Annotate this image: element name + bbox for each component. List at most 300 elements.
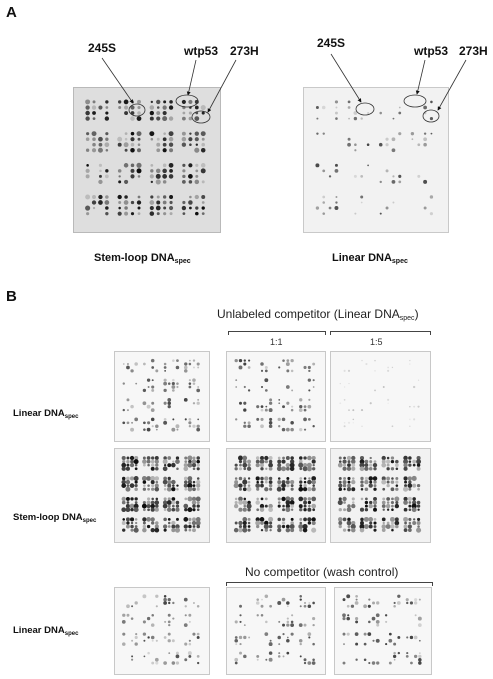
blot-spot [406,652,408,654]
blot-spot [105,169,108,172]
blot-spot [122,620,126,624]
blot-spot [283,655,285,657]
blot-spot [277,636,281,640]
blot-spot [194,116,199,121]
blot-spot [415,614,417,616]
blot-spot [261,599,263,601]
blot-spot [409,425,411,427]
blot-spot [286,428,290,432]
blot-spot [278,643,280,645]
blot-spot [307,466,312,471]
blot-spot [248,360,250,362]
blot-spot [269,658,273,662]
blot-spot [261,605,264,608]
blot-spot [234,639,238,643]
blot-spot [291,484,294,487]
blot-spot [414,636,418,640]
blot-spot [135,464,138,467]
blot-spot [360,508,364,512]
blot-spot [312,508,315,511]
blot-spot [235,498,238,501]
ratio-1-rule [228,331,326,332]
blot-spot [264,476,268,480]
ratio-2-rule [330,331,431,332]
blot-spot [261,529,263,531]
blot-spot [239,460,242,463]
blot-spot [135,501,138,504]
blot-spot [361,498,364,501]
blot-spot [242,480,247,485]
blot-spot [369,501,372,504]
blot-spot [130,497,133,500]
blot-spot [393,652,396,655]
blot-spot [403,500,408,505]
blot-spot [197,504,200,507]
blot-spot [335,201,337,203]
blot-spot [243,362,246,365]
blot-spot [369,463,372,466]
blot-spot [260,521,264,525]
blot-spot [155,500,160,505]
blot-spot [312,517,316,521]
blot-spot [304,409,307,412]
blot-spot [239,636,242,639]
blot-spot [176,429,178,431]
blot-spot [182,169,185,172]
blot-spot [155,521,159,525]
blot-spot [304,605,307,608]
blot-spot [172,639,175,642]
blot-spot [347,456,351,460]
blot-spot [147,484,150,487]
blot-spot [124,111,128,115]
blot-spot [135,636,138,639]
blot-spot [137,131,142,136]
blot-spot [373,500,377,504]
blot-spot [389,662,392,665]
blot-spot [164,370,166,372]
blot-spot [143,428,146,431]
blot-spot [256,508,259,511]
blot-spot [122,521,126,525]
blot-spot [360,528,365,533]
blot-spot [201,105,206,110]
blot-spot [192,500,197,505]
blot-spot [282,359,285,362]
blot-spot [163,601,167,605]
blot-spot [382,504,386,508]
blot-spot [373,476,378,481]
blot-spot [368,599,370,601]
blot-spot [409,508,412,511]
blot-spot [398,112,401,115]
blot-spot [135,633,137,635]
blot-spot [197,402,200,405]
blot-stem-loop-no-competitor-spots [115,449,209,542]
blot-spot [343,528,346,531]
linear-array-spots [304,88,448,232]
blot-spot [163,164,167,168]
blot-spot [339,508,342,511]
blot-spot [430,212,433,215]
blot-spot [130,137,134,141]
blot-spot [182,117,186,121]
blot-spot [307,480,312,485]
blot-spot [193,366,195,368]
blot-spot [303,487,307,491]
blot-spot [390,524,395,529]
blot-spot [344,399,346,401]
blot-spot [394,521,399,526]
blot-spot [147,636,149,638]
blot-spot [369,521,372,524]
blot-spot [282,518,285,521]
blot-spot [247,487,252,492]
blot-spot [197,477,200,480]
blot-spot [126,467,130,471]
stem-loop-caption-main: Stem-loop DNA [94,252,175,264]
blot-spot [268,507,273,512]
blot-spot [189,196,192,199]
blot-spot [413,386,415,388]
blot-spot [299,477,302,480]
row-label-linear-2-main: Linear DNA [13,625,65,636]
blot-spot [196,525,200,529]
blot-spot [184,398,188,402]
blot-spot [398,181,401,184]
blot-spot [311,480,316,485]
blot-spot [391,529,394,532]
blot-spot [239,525,242,528]
blot-spot [248,529,251,532]
blot-spot [282,428,286,432]
blot-spot [261,386,263,388]
blot-spot [365,498,368,501]
blot-spot [417,175,420,178]
blot-spot [269,605,272,608]
blot-spot [192,633,195,636]
blot-spot [238,483,242,487]
blot-spot [86,164,89,167]
blot-spot [387,403,388,404]
blot-spot [291,409,294,412]
blot-spot [387,501,390,504]
blot-spot [299,428,302,431]
blot-spot [123,382,125,384]
blot-spot [143,457,146,460]
blot-spot [155,460,159,464]
blot-spot [265,370,268,373]
blot-spot [201,163,206,168]
blot-spot [348,383,349,384]
blot-spot [423,143,427,147]
blot-spot [197,366,199,368]
blot-spot [373,505,376,508]
blot-spot [235,477,238,480]
blot-spot [130,116,135,121]
blot-spot [374,360,376,362]
blot-spot [269,525,273,529]
blot-spot [130,460,134,464]
blot-spot [184,456,187,459]
blot-spot [339,477,342,480]
blot-spot [155,487,160,492]
blot-spot [175,424,179,428]
blot-spot [196,389,200,393]
blot-spot [189,117,193,121]
blot-spot [189,418,192,421]
blot-spot [235,464,238,467]
blot-spot [244,624,246,626]
blot-spot [193,382,196,385]
blot-spot [131,605,133,607]
blot-spot [195,175,198,178]
blot-spot [338,517,343,522]
blot-spot [138,212,141,215]
blot-spot [130,148,135,153]
blot-spot [269,477,272,480]
blot-spot [408,476,412,480]
blot-spot [322,169,325,172]
blot-spot [256,525,259,528]
blot-spot [373,521,376,524]
blot-spot [137,200,141,204]
blot-spot [167,507,172,512]
blot-spot [381,480,386,485]
blot-spot [286,525,290,529]
blot-spot [356,599,358,601]
blot-spot [304,658,307,661]
blot-spot [269,529,271,531]
blot-spot [304,405,307,408]
blot-spot [201,148,206,153]
blot-spot [316,106,319,109]
blot-spot [299,595,302,598]
blot-spot [176,359,179,362]
blot-spot [397,601,401,605]
blot-spot [92,137,96,141]
blot-spot [105,138,108,141]
blot-spot [135,383,137,385]
blot-spot [303,466,308,471]
blot-spot [155,476,160,481]
blot-spot [286,477,289,480]
blot-spot [255,483,260,488]
blot-spot [380,213,382,215]
linear-array-image [303,87,449,233]
blot-spot [364,467,368,471]
blot-spot [182,180,186,184]
blot-spot [424,112,427,115]
blot-spot [247,424,251,428]
blot-spot [355,617,358,620]
blot-spot [122,528,125,531]
blot-spot [339,525,342,528]
blot-spot [134,418,138,422]
blot-spot [163,207,166,210]
blot-spot [172,460,174,462]
blot-spot [123,363,125,365]
callout-245s-left: 245S [88,41,117,55]
competitor-header [217,307,419,322]
blot-spot [303,528,308,533]
blot-spot [85,195,90,200]
blot-spot [316,132,318,134]
blot-spot [365,487,369,491]
blot-spot [308,501,311,504]
blot-spot [189,180,193,184]
blot-spot [147,488,150,491]
blot-spot [396,484,399,487]
blot-spot [374,484,377,487]
blot-spot [189,522,192,525]
blot-spot [156,206,161,211]
blot-spot [287,618,289,620]
blot-spot [195,169,198,172]
blot-wash-2-spots [335,588,431,674]
blot-spot [118,201,121,204]
blot-spot [299,408,303,412]
blot-spot [308,370,310,372]
blot-spot [368,621,371,624]
blot-spot [248,484,251,487]
blot-spot [311,504,316,509]
blot-spot [257,659,259,661]
blot-spot [168,525,171,528]
blot-spot [164,484,167,487]
blot-spot [135,484,138,487]
blot-spot [395,504,399,508]
blot-spot [239,614,241,616]
blot-spot [299,484,302,487]
blot-spot [248,518,251,521]
blot-spot [137,148,141,152]
blot-spot [156,498,159,501]
blot-spot [303,418,307,422]
blot-spot [399,107,401,109]
blot-spot [397,636,400,639]
blot-spot [151,385,154,388]
blot-spot [348,481,351,484]
blot-spot [196,484,200,488]
blot-spot [155,595,158,598]
blot-spot [156,143,160,147]
blot-spot [171,480,176,485]
blot-spot [196,496,201,501]
blot-spot [278,418,281,421]
blot-wash-1-spots [227,588,325,674]
blot-spot [361,117,363,119]
blot-spot [172,382,175,385]
blot-spot [123,409,125,411]
blot-spot [348,409,350,411]
blot-spot [406,636,408,638]
blot-spot [383,522,385,524]
blot-spot [343,477,346,480]
blot-spot [239,477,243,481]
blot-spot [365,505,368,508]
blot-spot [308,366,311,369]
blot-spot [151,408,155,412]
blot-spot [395,460,399,464]
blot-spot [118,207,121,210]
blot-spot [202,201,205,204]
blot-spot [342,617,345,620]
blot-spot [131,164,135,168]
blot-spot [409,460,412,463]
blot-spot [312,460,316,464]
blot-spot [130,369,133,372]
row-label-linear-1-sub: spec [64,414,79,420]
blot-spot [256,498,259,501]
blot-spot [150,211,155,216]
blot-spot [99,170,102,173]
blot-spot [392,202,394,204]
wash-control-rule-tick-right [432,582,433,586]
blot-spot [85,99,90,104]
blot-spot [138,207,141,210]
blot-spot [299,405,302,408]
blot-spot [391,480,395,484]
blot-spot [291,633,294,636]
blot-spot [269,408,273,412]
blot-spot [374,460,377,463]
blot-spot [286,369,289,372]
blot-spot [152,640,154,642]
blot-spot [343,643,345,645]
blot-spot [260,463,264,467]
blot-spot [410,636,413,639]
blot-spot [189,360,191,362]
blot-spot [130,428,134,432]
blot-spot [408,488,411,491]
blot-spot [122,614,125,617]
blot-spot [152,425,154,427]
blot-spot [105,111,108,114]
blot-spot [304,602,306,604]
blot-spot [148,386,150,388]
blot-spot [430,101,433,104]
blot-spot [413,464,416,467]
blot-spot [343,457,346,460]
blot-spot [156,640,158,642]
blot-spot [193,602,195,604]
blot-spot [234,467,237,470]
blot-spot [397,595,400,598]
blot-spot [156,111,160,115]
blot-spot [184,498,187,501]
blot-spot [168,497,171,500]
blot-spot [393,643,396,646]
blot-spot [361,409,363,411]
blot-spot [386,524,391,529]
blot-spot [130,525,134,529]
blot-spot [243,505,246,508]
blot-spot [343,467,347,471]
blot-spot [247,460,251,464]
blot-spot [162,116,167,121]
blot-spot [189,425,191,427]
blot-spot [182,132,186,136]
blot-spot [299,456,303,460]
blot-spot [391,498,394,501]
blot-spot [98,200,103,205]
blot-spot [163,661,167,665]
blot-spot [355,643,358,646]
blot-spot [338,521,342,525]
blot-spot [260,418,263,421]
blot-spot [342,497,346,501]
